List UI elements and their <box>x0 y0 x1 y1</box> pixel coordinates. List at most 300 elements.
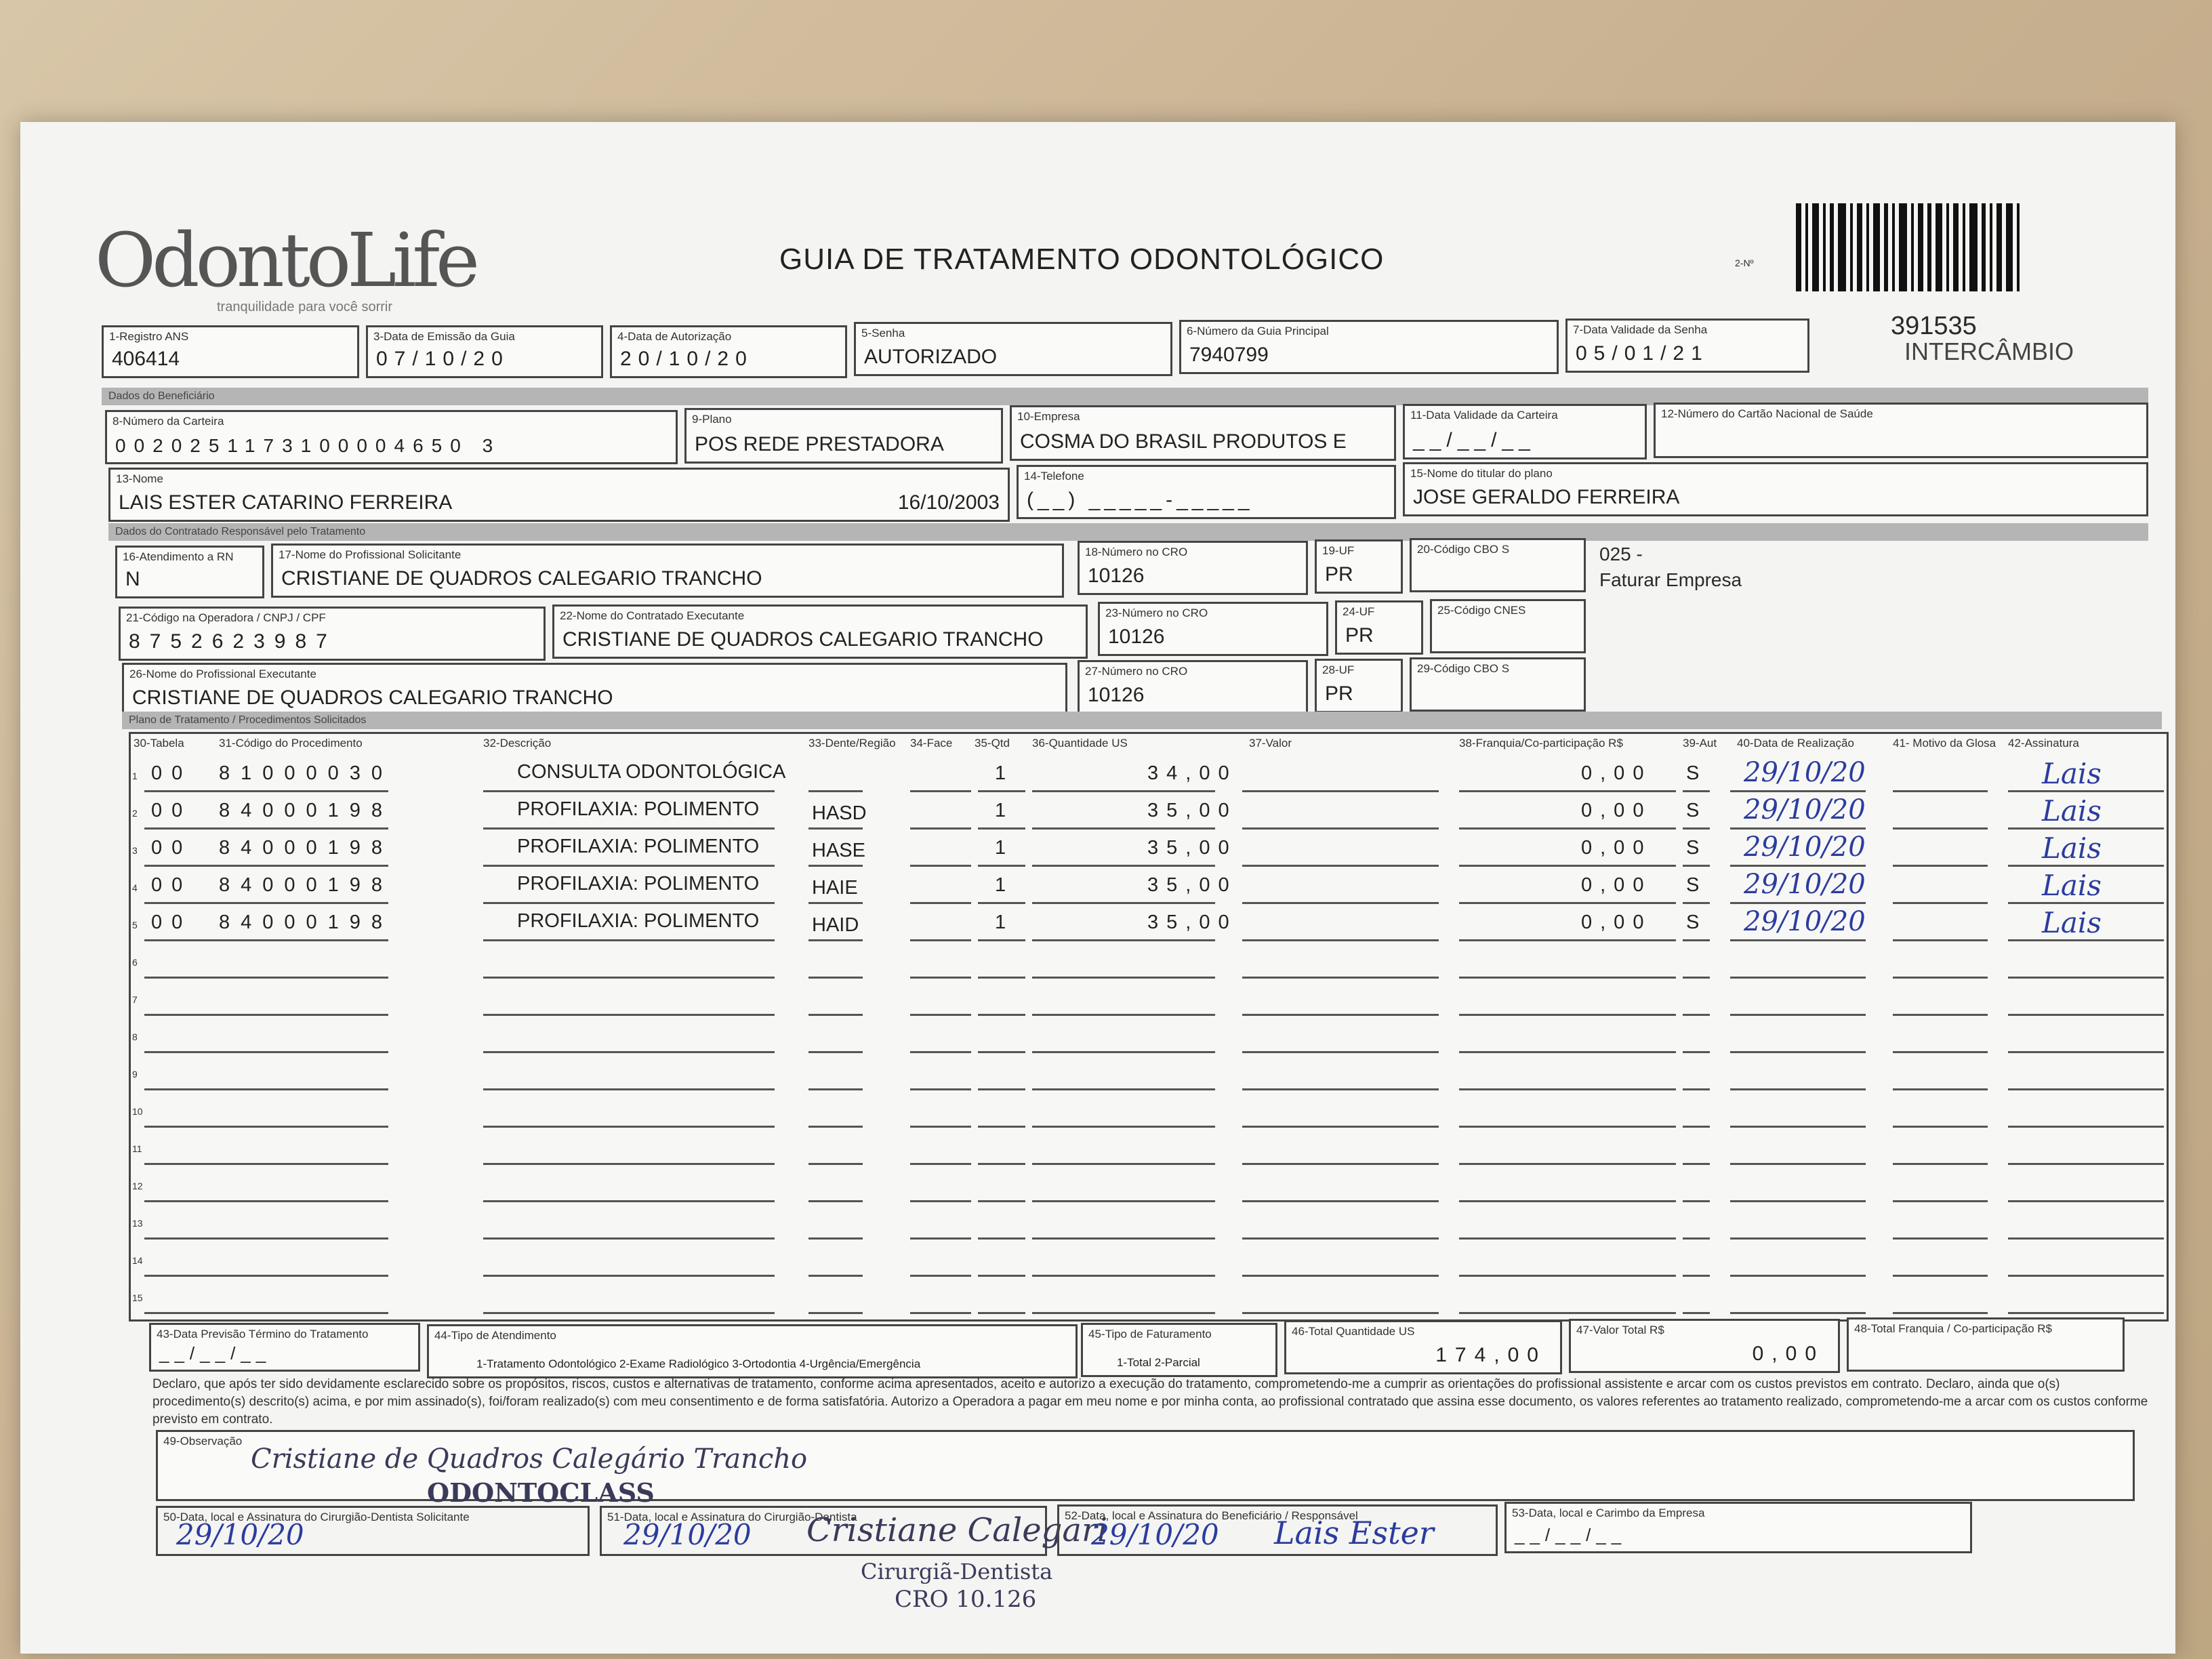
row-underline <box>1459 902 1676 904</box>
row-underline <box>1459 1014 1676 1016</box>
row-underline <box>483 827 775 830</box>
cell-codigo: 84000198 <box>219 800 394 821</box>
row-underline <box>978 1312 1025 1314</box>
row-number: 15 <box>132 1292 143 1303</box>
row-number: 8 <box>132 1031 138 1042</box>
row-underline <box>1730 1200 1866 1202</box>
col-codigo: 31-Código do Procedimento <box>219 737 363 750</box>
row-number: 9 <box>132 1069 138 1080</box>
cell-dente: HAIE <box>812 877 858 899</box>
row-underline <box>219 1237 388 1240</box>
row-underline <box>1893 1275 1988 1277</box>
row-underline <box>1459 1163 1676 1165</box>
row-underline <box>808 1126 863 1128</box>
col-aut: 39-Aut <box>1683 737 1717 750</box>
row-underline <box>2008 1237 2164 1240</box>
sig51-signature: Cristiane Calegari <box>806 1511 1108 1549</box>
row-underline <box>910 827 971 830</box>
row-underline <box>1730 1237 1866 1240</box>
row-underline <box>1683 1163 1710 1165</box>
table-row <box>131 1246 2167 1283</box>
row-underline <box>2008 1088 2164 1090</box>
row-underline <box>219 790 388 792</box>
row-underline <box>1683 1237 1710 1240</box>
cell-data-realizacao: 29/10/20 <box>1744 832 1866 863</box>
row-underline <box>1242 902 1439 904</box>
row-underline <box>2008 939 2164 941</box>
row-underline <box>483 902 775 904</box>
row-underline <box>2008 1163 2164 1165</box>
field-valor-total: 47-Valor Total R$ 0,00 <box>1569 1319 1840 1373</box>
row-underline <box>978 790 1025 792</box>
row-underline <box>1683 939 1710 941</box>
field-cro-27: 27-Número no CRO 10126 <box>1078 660 1308 714</box>
row-underline <box>910 1163 971 1165</box>
col-data-realizacao: 40-Data de Realização <box>1737 737 1854 750</box>
cell-dente: HASE <box>812 840 865 861</box>
row-underline <box>910 902 971 904</box>
row-underline <box>1893 1200 1988 1202</box>
row-underline <box>2008 790 2164 792</box>
row-underline <box>1893 902 1988 904</box>
row-underline <box>1459 1200 1676 1202</box>
row-underline <box>910 1088 971 1090</box>
field-executante: 22-Nome do Contratado Executante CRISTIANE DE QUADROS CALEGARIO TRANCHO <box>552 605 1088 659</box>
field-solicitante: 17-Nome do Profissional Solicitante CRISTIANE DE QUADROS CALEGARIO TRANCHO <box>271 544 1064 598</box>
row-underline <box>2008 827 2164 830</box>
row-underline <box>1242 827 1439 830</box>
cell-franquia: 0,00 <box>1581 762 1652 784</box>
row-underline <box>483 939 775 941</box>
row-underline <box>1459 790 1676 792</box>
table-row <box>131 757 2167 798</box>
row-underline <box>910 1312 971 1314</box>
cell-data-realizacao: 29/10/20 <box>1744 869 1866 900</box>
row-underline <box>1242 1237 1439 1240</box>
row-underline <box>1032 1126 1215 1128</box>
odontolife-logo: OdontoLife <box>95 217 476 304</box>
row-underline <box>2008 977 2164 979</box>
row-underline <box>1242 1126 1439 1128</box>
stamp-role: Cirurgiã-Dentista <box>861 1559 1053 1584</box>
row-number: 14 <box>132 1255 143 1266</box>
birth-date: 16/10/2003 <box>897 491 1000 514</box>
row-underline <box>910 865 971 867</box>
row-underline <box>483 790 775 792</box>
table-row <box>131 832 2167 873</box>
row-underline <box>1032 1237 1215 1240</box>
row-number: 3 <box>132 845 138 856</box>
section-beneficiario: Dados do Beneficiário <box>102 388 2148 405</box>
field-nome: 13-Nome LAIS ESTER CATARINO FERREIRA 16/10/2003 <box>108 468 1010 522</box>
row-underline <box>1242 1200 1439 1202</box>
cell-aut: S <box>1686 837 1700 859</box>
row-number: 6 <box>132 957 138 968</box>
cell-data-realizacao: 29/10/20 <box>1744 906 1866 937</box>
row-underline <box>1893 1126 1988 1128</box>
cell-us: 35,00 <box>1147 912 1237 933</box>
row-number: 2 <box>132 808 138 819</box>
professional-stamp-name: Cristiane de Quadros Calegário Trancho <box>251 1443 808 1475</box>
cell-descricao: PROFILAXIA: POLIMENTO <box>517 798 760 820</box>
row-underline <box>219 939 388 941</box>
row-underline <box>1730 827 1866 830</box>
col-assinatura: 42-Assinatura <box>2008 737 2079 750</box>
row-underline <box>910 1275 971 1277</box>
cell-codigo: 81000030 <box>219 762 394 784</box>
table-row <box>131 1171 2167 1208</box>
cell-descricao: PROFILAXIA: POLIMENTO <box>517 873 760 895</box>
row-underline <box>808 827 863 830</box>
cell-assinatura: Lais <box>2042 906 2102 939</box>
cell-assinatura: Lais <box>2042 832 2102 865</box>
row-underline <box>910 1237 971 1240</box>
row-underline <box>219 1088 388 1090</box>
cell-tabela: 00 <box>151 837 192 859</box>
row-underline <box>978 1163 1025 1165</box>
row-underline <box>1893 1237 1988 1240</box>
cell-codigo: 84000198 <box>219 912 394 933</box>
row-underline <box>483 977 775 979</box>
field-validade-senha: 7-Data Validade da Senha 05/01/21 <box>1565 319 1809 373</box>
row-underline <box>808 939 863 941</box>
cell-codigo: 84000198 <box>219 874 394 896</box>
row-number: 5 <box>132 920 138 930</box>
cell-descricao: PROFILAXIA: POLIMENTO <box>517 836 760 857</box>
row-underline <box>219 1275 388 1277</box>
row-underline <box>1730 1163 1866 1165</box>
row-underline <box>978 865 1025 867</box>
document-page <box>20 122 2175 1654</box>
row-underline <box>1683 1312 1710 1314</box>
row-underline <box>219 1312 388 1314</box>
col-descricao: 32-Descrição <box>483 737 552 750</box>
row-underline <box>1032 902 1215 904</box>
cell-franquia: 0,00 <box>1581 874 1652 896</box>
row-underline <box>1683 1275 1710 1277</box>
field-senha: 5-Senha AUTORIZADO <box>854 322 1172 376</box>
row-underline <box>219 977 388 979</box>
signature-box-52: 52-Data, local e Assinatura do Beneficiário / Responsável <box>1057 1504 1498 1556</box>
cell-dente: HAID <box>812 914 859 936</box>
field-tipo-atendimento: 44-Tipo de Atendimento 1-Tratamento Odontológico 2-Exame Radiológico 3-Ortodontia 4-Urgência/Emergência <box>427 1324 1078 1378</box>
col-qtd: 35-Qtd <box>975 737 1010 750</box>
field-numero-carteira: 8-Número da Carteira 0020251173100004650 3 <box>105 410 678 464</box>
row-underline <box>1459 1237 1676 1240</box>
field-cbo-29: 29-Código CBO S <box>1410 657 1586 712</box>
row-underline <box>910 939 971 941</box>
row-underline <box>1893 977 1988 979</box>
field-atendimento-rn: 16-Atendimento a RN N <box>115 546 264 598</box>
col-quantidade-us: 36-Quantidade US <box>1032 737 1128 750</box>
cell-franquia: 0,00 <box>1581 800 1652 821</box>
row-underline <box>2008 1275 2164 1277</box>
cell-descricao: CONSULTA ODONTOLÓGICA <box>517 761 786 783</box>
row-underline <box>2008 1051 2164 1053</box>
row-underline <box>1730 1126 1866 1128</box>
row-underline <box>1893 865 1988 867</box>
row-underline <box>2008 1014 2164 1016</box>
section-plano-tratamento: Plano de Tratamento / Procedimentos Solicitados <box>122 712 2162 729</box>
logo-tagline: tranquilidade para você sorrir <box>217 300 393 314</box>
sig51-date: 29/10/20 <box>623 1518 752 1551</box>
table-row <box>131 1134 2167 1171</box>
field-data-emissao: 3-Data de Emissão da Guia 07/10/20 <box>366 325 603 378</box>
row-underline <box>1032 939 1215 941</box>
guide-number-label: 2-Nº <box>1735 258 1754 268</box>
row-underline <box>483 1163 775 1165</box>
row-underline <box>1459 1051 1676 1053</box>
row-underline <box>1242 1051 1439 1053</box>
row-underline <box>978 1051 1025 1053</box>
row-underline <box>1032 1014 1215 1016</box>
sig50-date: 29/10/20 <box>176 1518 304 1551</box>
row-underline <box>1032 1088 1215 1090</box>
row-underline <box>1683 1014 1710 1016</box>
field-tipo-faturamento: 45-Tipo de Faturamento 1-Total 2-Parcial <box>1081 1323 1277 1377</box>
field-cbo-20: 20-Código CBO S <box>1410 538 1586 592</box>
cell-assinatura: Lais <box>2042 794 2102 827</box>
row-underline <box>1730 865 1866 867</box>
row-underline <box>978 977 1025 979</box>
row-underline <box>1032 790 1215 792</box>
field-cns: 12-Número do Cartão Nacional de Saúde <box>1654 403 2148 458</box>
cell-tabela: 00 <box>151 762 192 784</box>
table-row <box>131 1022 2167 1059</box>
row-underline <box>978 902 1025 904</box>
row-underline <box>1730 902 1866 904</box>
field-cro-23: 23-Número no CRO 10126 <box>1098 602 1328 656</box>
row-underline <box>2008 1312 2164 1314</box>
row-underline <box>910 790 971 792</box>
table-row <box>131 947 2167 985</box>
table-row <box>131 906 2167 947</box>
col-tabela: 30-Tabela <box>134 737 184 750</box>
section-contratado: Dados do Contratado Responsável pelo Tratamento <box>108 523 2148 541</box>
col-franquia: 38-Franquia/Co-participação R$ <box>1459 737 1623 750</box>
field-empresa: 10-Empresa COSMA DO BRASIL PRODUTOS E <box>1010 405 1396 461</box>
row-underline <box>978 1126 1025 1128</box>
row-underline <box>1730 1088 1866 1090</box>
cell-us: 35,00 <box>1147 837 1237 859</box>
cell-data-realizacao: 29/10/20 <box>1744 757 1866 788</box>
col-face: 34-Face <box>910 737 953 750</box>
row-underline <box>219 865 388 867</box>
field-cnes: 25-Código CNES <box>1430 599 1586 653</box>
cell-qtd: 1 <box>995 800 1006 821</box>
row-underline <box>2008 865 2164 867</box>
cell-aut: S <box>1686 874 1700 896</box>
row-underline <box>1459 939 1676 941</box>
row-underline <box>808 902 863 904</box>
row-underline <box>808 1051 863 1053</box>
row-underline <box>1242 1163 1439 1165</box>
clinic-stamp: ODONTOCLASS <box>427 1477 655 1508</box>
row-underline <box>978 1237 1025 1240</box>
row-underline <box>1730 1275 1866 1277</box>
cell-aut: S <box>1686 762 1700 784</box>
col-motivo-glosa: 41- Motivo da Glosa <box>1893 737 1996 750</box>
row-underline <box>1730 939 1866 941</box>
cell-us: 34,00 <box>1147 762 1237 784</box>
row-underline <box>483 1237 775 1240</box>
row-number: 4 <box>132 882 138 893</box>
row-underline <box>1032 1200 1215 1202</box>
field-observacao: 49-Observação <box>156 1430 2135 1501</box>
row-underline <box>910 977 971 979</box>
row-underline <box>978 1200 1025 1202</box>
row-underline <box>1459 1126 1676 1128</box>
cell-us: 35,00 <box>1147 874 1237 896</box>
field-telefone: 14-Telefone (__) _____-_____ <box>1017 465 1396 519</box>
declaration-text: Declaro, que após ter sido devidamente esclarecido sobre os propósitos, riscos, custos e alternativas de tratamento, conforme acima apresentados, aceito e autorizo a execução do tratamento, comprometendo-me a cumprir as orientações do profissional assistente e arcar com os custos previstos em contrato. Declaro, ainda que o(s) procedimento(s) descrito(s) acima, e por mim assinado(s), foi/foram realizado(s) com meu consentimento e de forma satisfatória. Autorizo a Operadora a pagar em meu nome e por minha conta, ao profissional contratado que assina esse documento, os valores referentes ao tratamento realizado, comprometendo-me a arcar com os custos conforme previsto em contrato. <box>152 1377 2148 1427</box>
row-underline <box>483 1200 775 1202</box>
procedures-table <box>129 732 2169 1322</box>
row-underline <box>2008 902 2164 904</box>
signature-box-51: 51-Data, local e Assinatura do Cirurgião-Dentista <box>600 1506 1047 1556</box>
row-underline <box>1242 1275 1439 1277</box>
row-underline <box>808 1312 863 1314</box>
row-underline <box>1242 939 1439 941</box>
form-title: GUIA DE TRATAMENTO ODONTOLÓGICO <box>779 243 1385 276</box>
field-uf-24: 24-UF PR <box>1335 600 1423 655</box>
field-cnpj: 21-Código na Operadora / CNPJ / CPF 8752623987 <box>119 607 546 661</box>
field-guia-principal: 6-Número da Guia Principal 7940799 <box>1179 320 1559 374</box>
row-underline <box>808 865 863 867</box>
row-underline <box>483 865 775 867</box>
cell-dente: HASD <box>812 802 867 824</box>
row-underline <box>1242 1088 1439 1090</box>
field-cro-18: 18-Número no CRO 10126 <box>1078 541 1308 595</box>
row-underline <box>1032 1051 1215 1053</box>
row-underline <box>1893 827 1988 830</box>
faturar-code: 025 - <box>1599 544 1643 565</box>
row-underline <box>1893 939 1988 941</box>
table-row <box>131 1059 2167 1097</box>
row-underline <box>1459 1275 1676 1277</box>
row-underline <box>483 1051 775 1053</box>
signature-box-50: 50-Data, local e Assinatura do Cirurgião-Dentista Solicitante <box>156 1506 590 1556</box>
table-row <box>131 794 2167 836</box>
row-underline <box>219 902 388 904</box>
row-underline <box>910 1126 971 1128</box>
field-validade-carteira: 11-Data Validade da Carteira __/__/__ <box>1403 404 1647 459</box>
field-total-franquia: 48-Total Franquia / Co-participação R$ <box>1847 1317 2125 1372</box>
barcode-icon <box>1796 203 2024 291</box>
row-underline <box>1242 1312 1439 1314</box>
row-underline <box>1893 1163 1988 1165</box>
row-underline <box>808 1237 863 1240</box>
row-underline <box>1032 1275 1215 1277</box>
row-underline <box>219 1126 388 1128</box>
row-underline <box>483 1275 775 1277</box>
row-underline <box>1032 827 1215 830</box>
row-underline <box>808 1163 863 1165</box>
row-underline <box>910 1014 971 1016</box>
row-underline <box>219 1051 388 1053</box>
row-underline <box>1032 1163 1215 1165</box>
table-row <box>131 869 2167 910</box>
row-underline <box>483 1014 775 1016</box>
cell-tabela: 00 <box>151 800 192 821</box>
row-underline <box>978 1014 1025 1016</box>
sig52-signature: Lais Ester <box>1274 1515 1434 1551</box>
row-number: 13 <box>132 1218 143 1229</box>
row-underline <box>1730 790 1866 792</box>
row-underline <box>1242 977 1439 979</box>
row-underline <box>1683 1126 1710 1128</box>
row-underline <box>978 1088 1025 1090</box>
row-underline <box>1032 865 1215 867</box>
row-underline <box>1459 827 1676 830</box>
table-row <box>131 1097 2167 1134</box>
cell-qtd: 1 <box>995 762 1006 784</box>
cell-tabela: 00 <box>151 912 192 933</box>
cell-franquia: 0,00 <box>1581 912 1652 933</box>
cell-assinatura: Lais <box>2042 869 2102 902</box>
row-underline <box>1032 1312 1215 1314</box>
row-underline <box>1893 1051 1988 1053</box>
guide-type: INTERCÂMBIO <box>1904 337 2074 365</box>
row-underline <box>1683 790 1710 792</box>
row-underline <box>1893 790 1988 792</box>
cell-qtd: 1 <box>995 874 1006 896</box>
row-underline <box>808 1014 863 1016</box>
cell-us: 35,00 <box>1147 800 1237 821</box>
cell-franquia: 0,00 <box>1581 837 1652 859</box>
cell-aut: S <box>1686 800 1700 821</box>
row-underline <box>219 1014 388 1016</box>
row-underline <box>483 1126 775 1128</box>
row-underline <box>1242 790 1439 792</box>
row-underline <box>1683 902 1710 904</box>
row-underline <box>808 790 863 792</box>
row-underline <box>978 1275 1025 1277</box>
row-underline <box>2008 1200 2164 1202</box>
row-underline <box>1032 977 1215 979</box>
field-data-autorizacao: 4-Data de Autorização 20/10/20 <box>610 325 847 378</box>
cell-descricao: PROFILAXIA: POLIMENTO <box>517 910 760 932</box>
cell-qtd: 1 <box>995 912 1006 933</box>
cell-aut: S <box>1686 912 1700 933</box>
row-underline <box>808 1088 863 1090</box>
row-underline <box>1459 977 1676 979</box>
col-dente: 33-Dente/Região <box>808 737 896 750</box>
row-underline <box>2008 1126 2164 1128</box>
row-underline <box>1893 1014 1988 1016</box>
row-number: 10 <box>132 1106 143 1117</box>
cell-codigo: 84000198 <box>219 837 394 859</box>
row-underline <box>1683 1088 1710 1090</box>
table-row <box>131 1208 2167 1246</box>
table-row <box>131 1283 2167 1320</box>
cell-data-realizacao: 29/10/20 <box>1744 794 1866 825</box>
row-underline <box>1459 1312 1676 1314</box>
row-underline <box>1893 1312 1988 1314</box>
row-underline <box>910 1200 971 1202</box>
row-underline <box>219 1200 388 1202</box>
row-number: 12 <box>132 1181 143 1191</box>
field-plano: 9-Plano POS REDE PRESTADORA <box>684 408 1003 464</box>
row-underline <box>219 1163 388 1165</box>
row-underline <box>1459 1088 1676 1090</box>
row-underline <box>1730 977 1866 979</box>
row-number: 7 <box>132 994 138 1005</box>
row-underline <box>1683 1051 1710 1053</box>
field-registro-ans: 1-Registro ANS 406414 <box>102 325 359 378</box>
row-number: 11 <box>132 1143 142 1154</box>
row-underline <box>808 1275 863 1277</box>
